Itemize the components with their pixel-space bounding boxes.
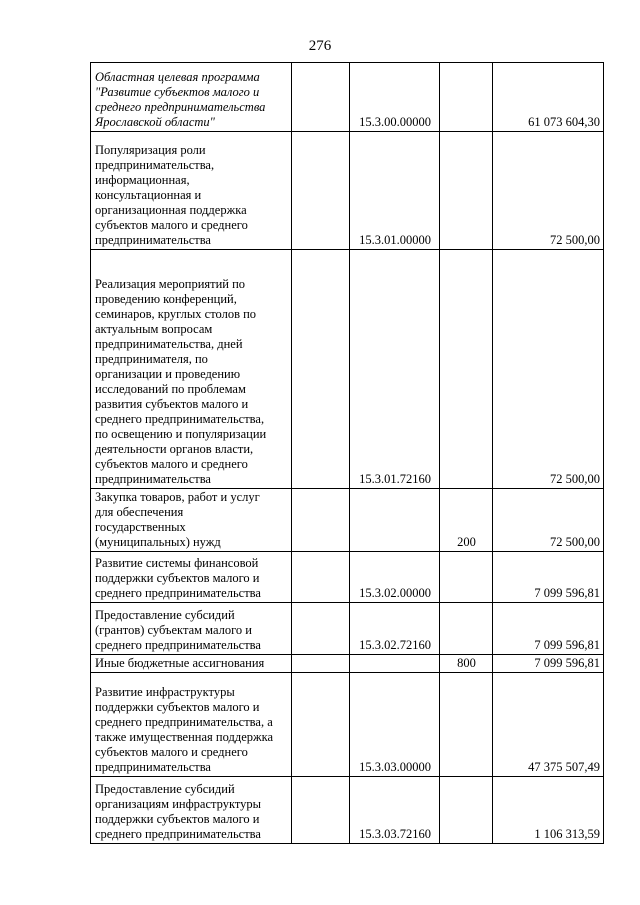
row-amount: 72 500,00 — [493, 489, 604, 552]
row-name: Популяризация роли предпринимательства, информационная, консультационная и организационная поддержка субъектов малого и среднего предпринимательства — [95, 143, 248, 247]
row-type: 800 — [440, 655, 493, 673]
row-amount: 7 099 596,81 — [493, 552, 604, 603]
row-code: 15.3.01.00000 — [350, 132, 440, 250]
table-row — [91, 655, 604, 673]
row-code: 15.3.03.72160 — [350, 777, 440, 844]
row-name: Областная целевая программа "Развитие субъектов малого и среднего предпринимательства Ярославской области" — [95, 70, 266, 129]
row-amount: 47 375 507,49 — [493, 673, 604, 777]
row-blank-cell — [292, 489, 350, 552]
row-amount: 72 500,00 — [493, 250, 604, 489]
table-row — [91, 673, 604, 777]
page-number: 276 — [308, 38, 332, 54]
row-name-cell — [91, 250, 292, 489]
row-amount: 72 500,00 — [493, 132, 604, 250]
row-name: Развитие системы финансовой поддержки субъектов малого и среднего предпринимательства — [95, 556, 261, 600]
table-row — [91, 63, 604, 132]
row-code — [350, 489, 440, 552]
table-row — [91, 489, 604, 552]
row-name: Закупка товаров, работ и услуг для обеспечения государственных (муниципальных) нужд — [95, 490, 260, 549]
row-blank-cell — [292, 655, 350, 673]
row-name-cell — [91, 552, 292, 603]
row-amount: 7 099 596,81 — [493, 603, 604, 655]
row-code — [350, 655, 440, 673]
row-code: 15.3.02.72160 — [350, 603, 440, 655]
row-type — [440, 603, 493, 655]
row-type — [440, 552, 493, 603]
row-blank-cell — [292, 132, 350, 250]
row-type — [440, 132, 493, 250]
table-row — [91, 132, 604, 250]
row-name: Предоставление субсидий (грантов) субъектам малого и среднего предпринимательства — [95, 608, 261, 652]
row-amount: 61 073 604,30 — [493, 63, 604, 132]
row-blank-cell — [292, 250, 350, 489]
row-code: 15.3.00.00000 — [350, 63, 440, 132]
row-type — [440, 673, 493, 777]
row-type: 200 — [440, 489, 493, 552]
table-row — [91, 777, 604, 844]
row-name-cell — [91, 63, 292, 132]
row-blank-cell — [292, 673, 350, 777]
row-name-cell — [91, 132, 292, 250]
row-name: Предоставление субсидий организациям инфраструктуры поддержки субъектов малого и среднего предпринимательства — [95, 782, 262, 841]
row-name: Реализация мероприятий по проведению конференций, семинаров, круглых столов по актуальным вопросам предпринимательства, дней предпринимателя, по организации и проведению исследований по проблемам развития субъектов малого и среднего предпринимательства, по освещению и популяризации деятельности органов власти, субъектов малого и среднего предпринимательства — [95, 277, 267, 486]
table-row — [91, 250, 604, 489]
row-code: 15.3.03.00000 — [350, 673, 440, 777]
row-code: 15.3.02.00000 — [350, 552, 440, 603]
budget-table — [90, 62, 604, 844]
row-name-cell — [91, 655, 292, 673]
row-blank-cell — [292, 777, 350, 844]
row-name-cell — [91, 777, 292, 844]
row-type — [440, 250, 493, 489]
row-code: 15.3.01.72160 — [350, 250, 440, 489]
row-name: Развитие инфраструктуры поддержки субъектов малого и среднего предпринимательства, а также имущественная поддержка субъектов малого и среднего предпринимательства — [95, 685, 274, 774]
row-type — [440, 777, 493, 844]
row-blank-cell — [292, 63, 350, 132]
row-name: Иные бюджетные ассигнования — [95, 656, 265, 670]
row-blank-cell — [292, 603, 350, 655]
table-row — [91, 603, 604, 655]
row-amount: 7 099 596,81 — [493, 655, 604, 673]
row-name-cell — [91, 673, 292, 777]
row-amount: 1 106 313,59 — [493, 777, 604, 844]
budget-table-body — [91, 63, 604, 844]
table-row — [91, 552, 604, 603]
row-name-cell — [91, 489, 292, 552]
row-type — [440, 63, 493, 132]
row-blank-cell — [292, 552, 350, 603]
row-name-cell — [91, 603, 292, 655]
